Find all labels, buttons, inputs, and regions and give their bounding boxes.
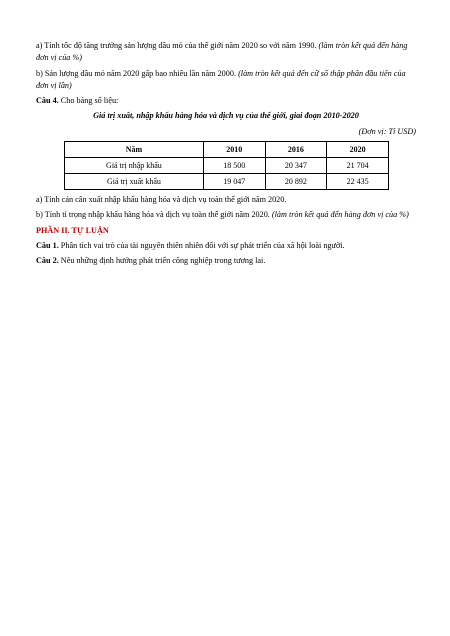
table-cell: 21 704 [327,158,389,174]
table-header-cell: 2010 [203,142,265,158]
table-cell: 18 500 [203,158,265,174]
question-text: Cho bảng số liệu: [58,96,119,106]
question-label: Câu 2. [36,256,59,266]
question-4a: a) Tính cán cân xuất nhập khẩu hàng hóa và dịch vụ toàn thế giới năm 2020. [36,195,287,205]
essay-question-1 [36,240,416,252]
question-text: b) Tính tỉ trọng nhập khẩu hàng hóa và dịch vụ toàn thế giới năm 2020. [36,210,272,220]
question-text: a) Tính tốc độ tăng trưởng sản lượng dầu mỏ của thế giới năm 2020 so với năm 1990. [36,41,319,50]
rounding-note: (làm tròn kết quả đến cữ số thập phân đầu tiên của đơn vị lần) [36,68,406,90]
question-4-intro [36,95,416,107]
table-header-cell: Năm [65,142,204,158]
question-a-oil-growth [36,40,416,65]
document-content [36,40,416,271]
part-2-heading: PHẦN II. TỰ LUẬN [36,225,109,235]
table-row [65,158,389,174]
question-4b [36,209,416,221]
table-header-row [65,142,389,158]
table-header-cell: 2016 [265,142,327,158]
table-cell: 22 435 [327,174,389,190]
rounding-note: (làm tròn kết quả đến hàng đơn vị của %) [271,210,409,220]
question-b-oil-ratio [36,68,416,93]
table-cell: Giá trị nhập khẩu [65,158,204,174]
table-cell: 19 047 [203,174,265,190]
question-text: Phân tích vai trò của tài nguyên thiên nhiên đối với sự phát triển của xã hội loài người. [58,240,345,250]
table-cell: Giá trị xuất khẩu [65,174,204,190]
table-caption: Giá trị xuất, nhập khẩu hàng hóa và dịch vụ của thế giới, giai đoạn 2010-2020 [93,111,359,121]
question-label: Câu 4. [36,96,59,106]
table-unit: (Đơn vị: Tỉ USD) [358,126,416,136]
question-label: Câu 1. [36,240,59,250]
trade-table [64,141,389,190]
table-cell: 20 892 [265,174,327,190]
question-text: b) Sản lượng dầu mỏ năm 2020 gấp bao nhiêu lần năm 2000. [36,68,239,78]
table-cell: 20 347 [265,158,327,174]
essay-question-2 [36,255,416,267]
question-text: Nêu những định hướng phát triển công nghiệp trong tương lai. [58,256,266,266]
rounding-note: (làm tròn kết quả đến hàng đơn vị của %) [36,41,408,63]
table-header-cell: 2020 [327,142,389,158]
table-row [65,174,389,190]
